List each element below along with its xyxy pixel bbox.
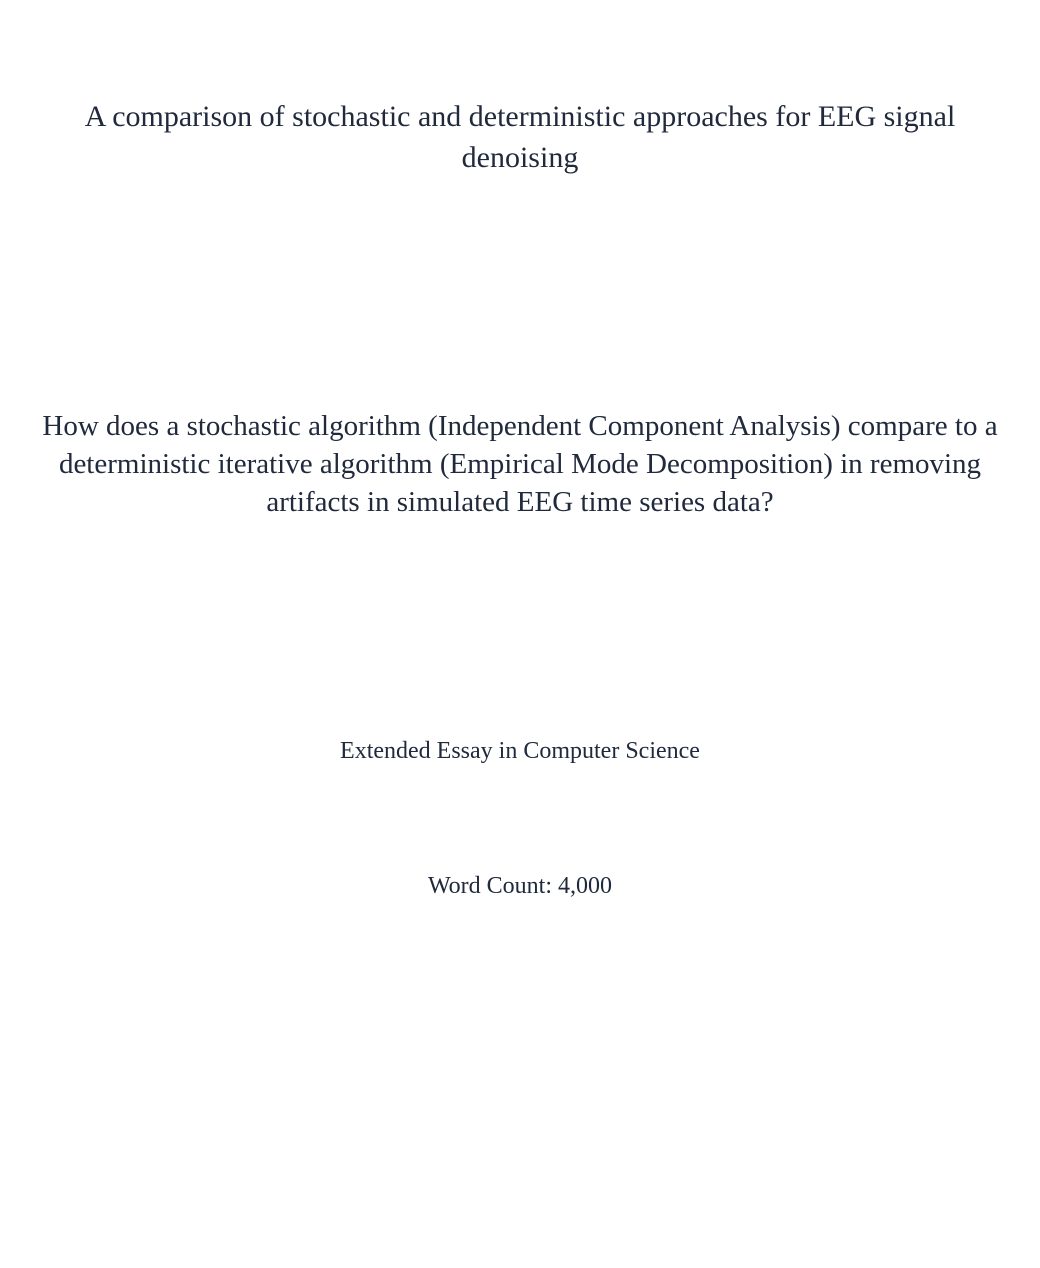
document-title	[0, 96, 1040, 178]
document-title-line-1: A comparison of stochastic and deterministic approaches for EEG signal	[84, 100, 956, 133]
essay-subject-line: Extended Essay in Computer Science	[340, 738, 700, 764]
document-title-line-2: denoising	[461, 141, 579, 174]
research-question	[0, 407, 1040, 521]
word-count-line: Word Count: 4,000	[427, 873, 613, 899]
research-question-line-3: artifacts in simulated EEG time series data?	[266, 486, 774, 518]
research-question-line-2: deterministic iterative algorithm (Empirical Mode Decomposition) in removing	[58, 448, 982, 480]
research-question-line-1: How does a stochastic algorithm (Independent Component Analysis) compare to a	[42, 410, 998, 442]
